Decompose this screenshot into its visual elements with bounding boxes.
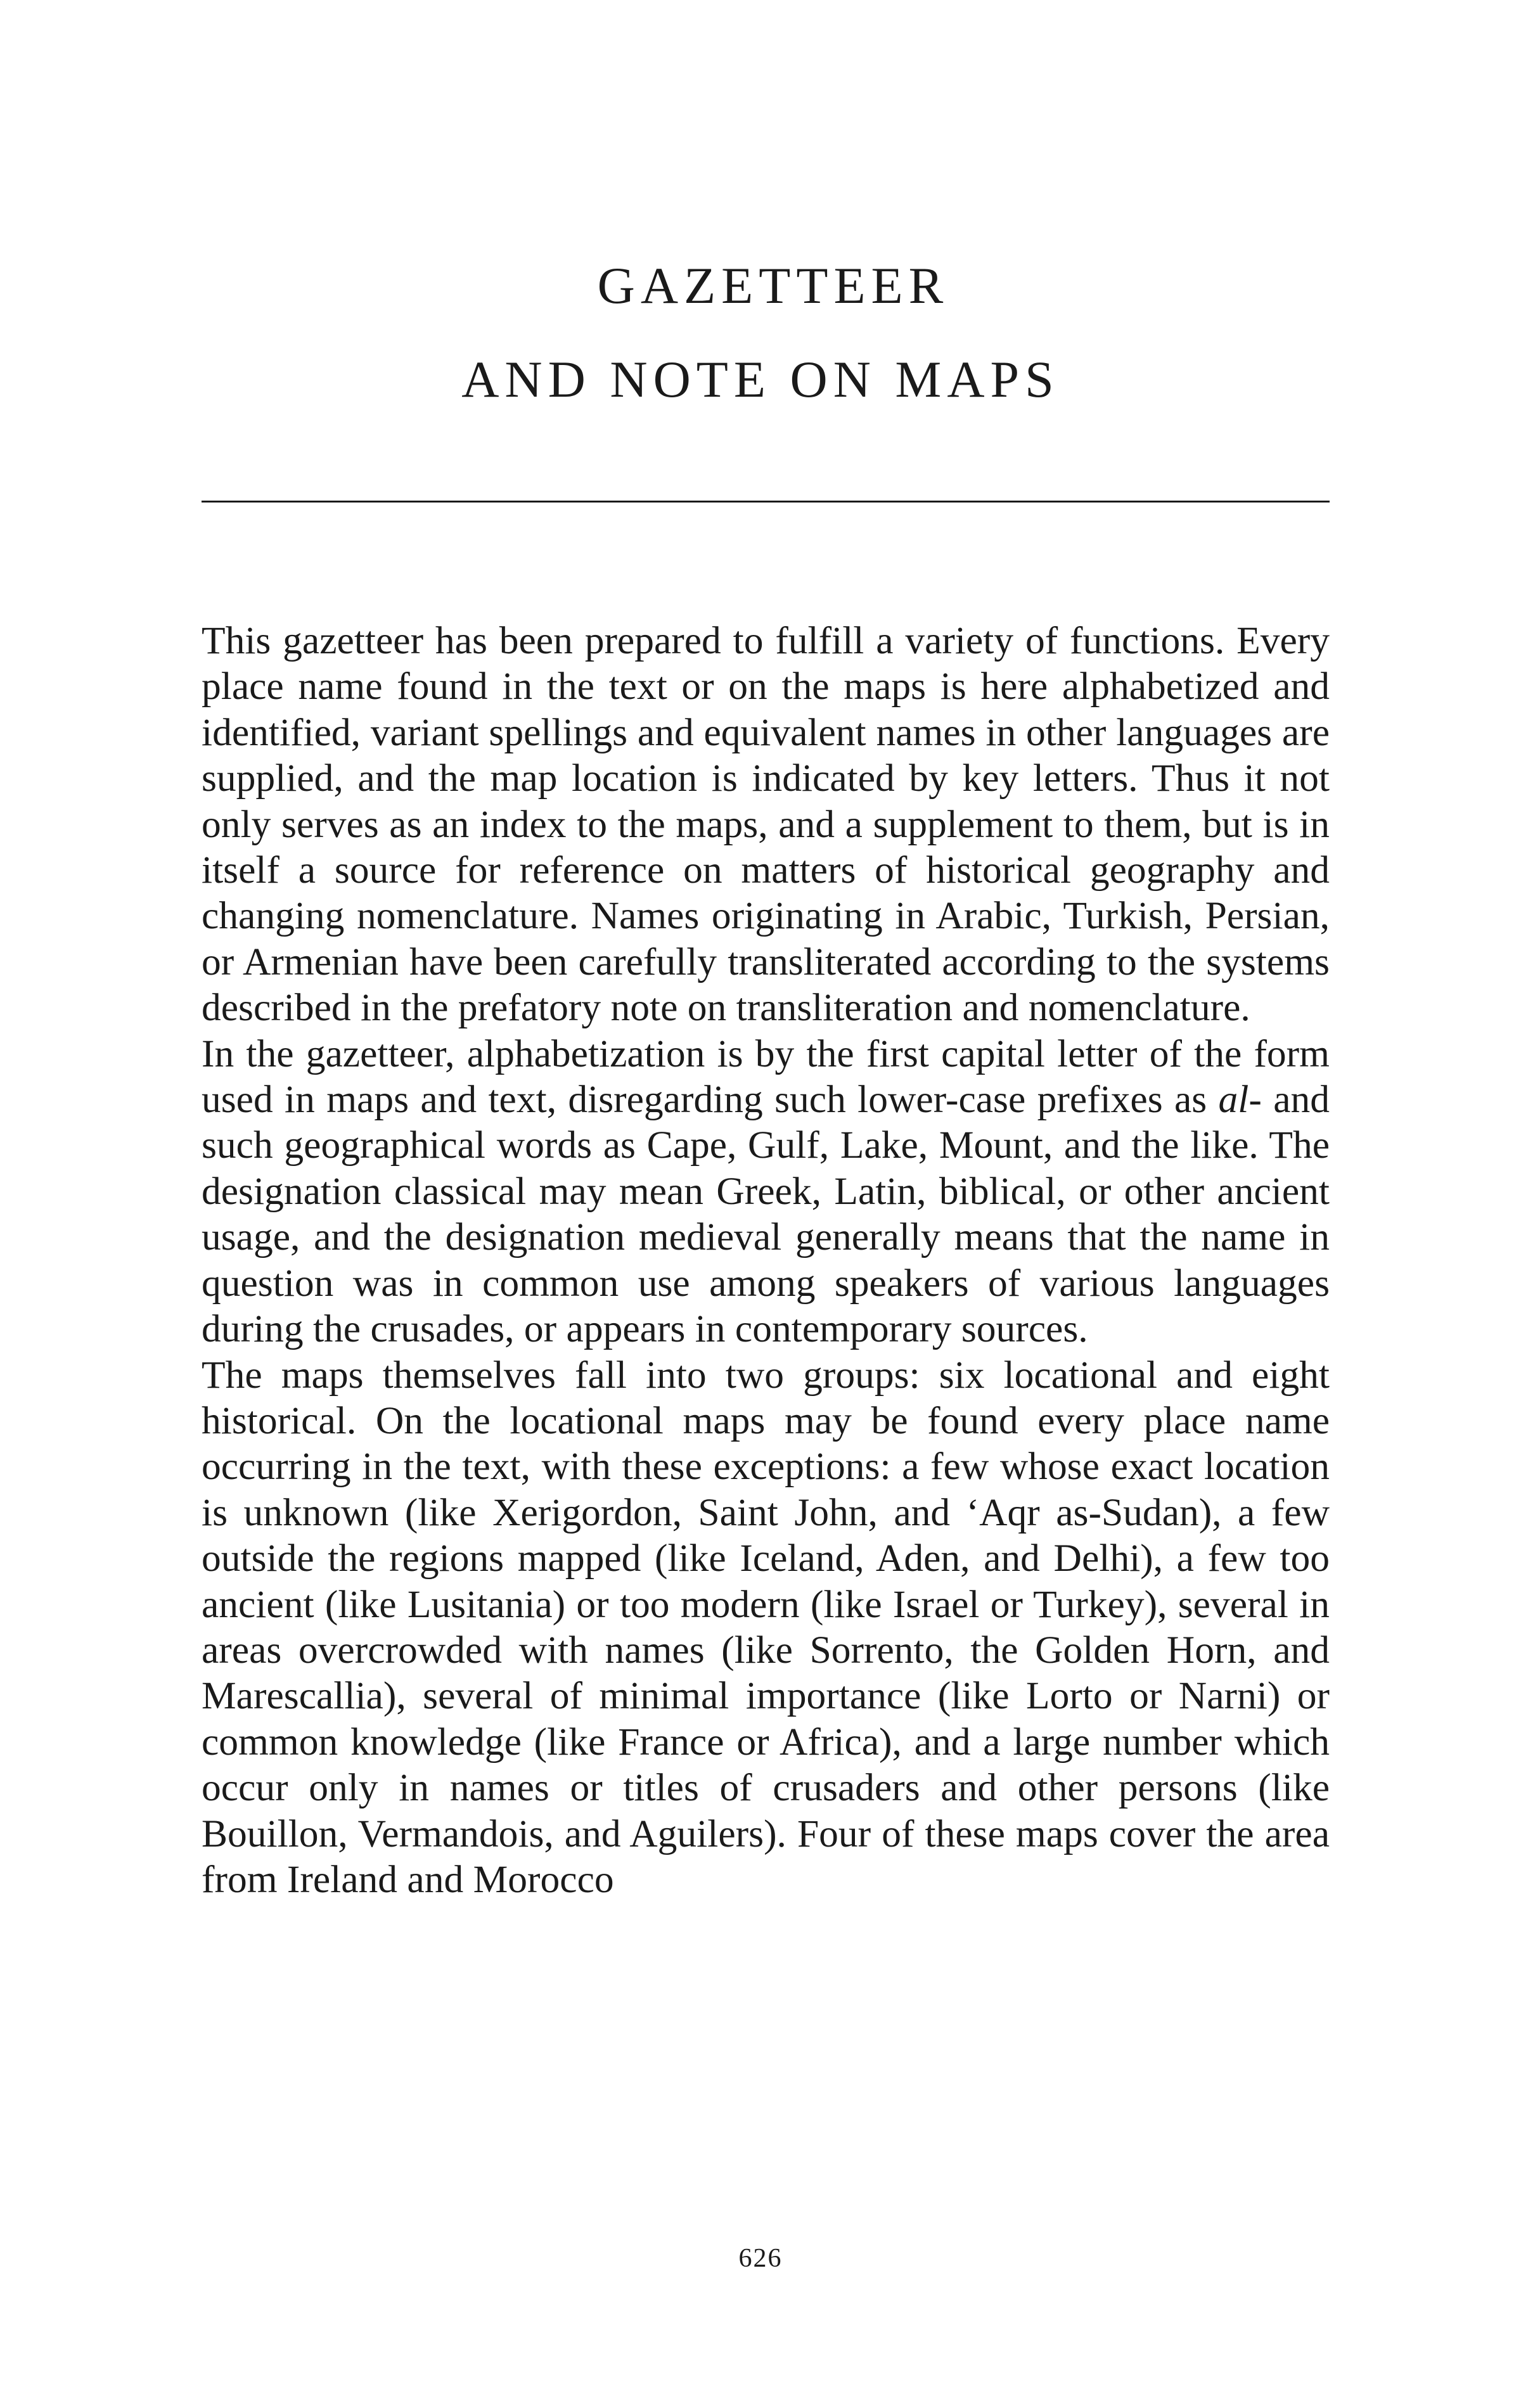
paragraph-2-rest: and such geographical words as Cape, Gulf, Lake, Mount, and the like. The designation classical may mean Greek, Latin, biblical, or other ancient usage, and the designation medieval generally means that the name in question was in common use among speakers of various languages during the crusades, or appears in contemporary sources. [202,1078,1330,1351]
paragraph-1: This gazetteer has been prepared to fulfill a variety of functions. Every place name found in the text or on the maps is here alphabetized and identified, variant spellings and equivalent names in other languages are supplied, and the map location is indicated by key letters. Thus it not only serves as an index to the maps, and a supplement to them, but is in itself a source for reference on matters of historical geography and changing nomenclature. Names originating in Arabic, Turkish, Persian, or Armenian have been carefully transliterated according to the systems described in the prefatory note on transliteration and nomenclature. [202,619,1330,1030]
page-number: 626 [738,2244,783,2273]
paragraph-3: The maps themselves fall into two groups: six locational and eight historical. On the locational maps may be found every place name occurring in the text, with these exceptions: a few whose exact location is unknown (like Xerigordon, Saint John, and ‘Aqr as-Sudan), a few outside the regions mapped (like Iceland, Aden, and Delhi), a few too ancient (like Lusitania) or too modern (like Israel or Turkey), several in areas overcrowded with names (like Sorrento, the Golden Horn, and Marescallia), several of minimal importance (like Lorto or Narni) or common knowledge (like France or Africa), and a large number which occur only in names or titles of crusaders and other persons (like Bouillon, Vermandois, and Aguilers). Four of these maps cover the area from Ireland and Morocco [202,1353,1330,1901]
page-title-line-1: GAZETTEER [597,257,949,314]
paragraph-2-italic-prefix: al- [1218,1078,1262,1122]
paragraph-2 [202,1031,1330,1352]
title-divider [202,501,1330,503]
body-text [202,618,1330,1902]
paragraph-2-start: In the gazetteer, alphabetization is by the first capital letter of the form used in maps and text, disregarding such lower-case prefixes as [202,1032,1330,1122]
page-title-line-2: AND NOTE ON MAPS [461,350,1060,408]
